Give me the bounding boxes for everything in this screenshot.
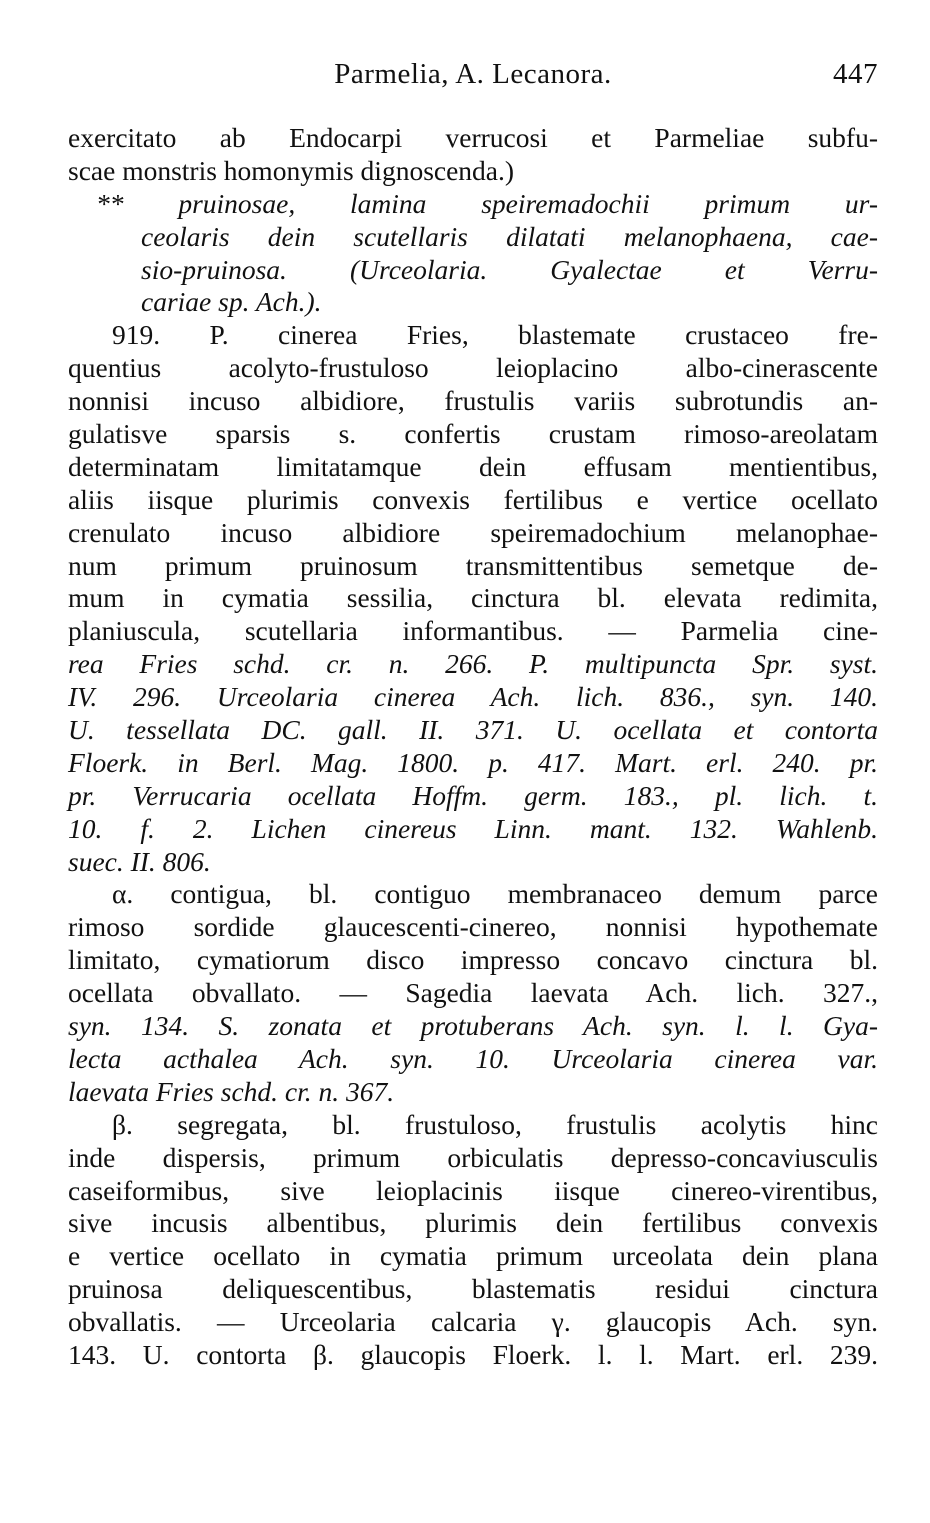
text-line: inde dispersis, primum orbiculatis depresso-concaviusculis (68, 1141, 878, 1173)
text-line: rimoso sordide glaucescenti-cinereo, nonnisi hypothemate (68, 911, 878, 943)
text-line: obvallatis. — Urceolaria calcaria γ. glaucopis Ach. syn. (68, 1306, 878, 1338)
text-line: planiuscula, scutellaria informantibus. — Parmelia cine- (68, 615, 878, 647)
text-line: aliis iisque plurimis convexis fertilibus e vertice ocellato (68, 483, 878, 515)
page-number: 447 (833, 58, 878, 90)
text-line: mum in cymatia sessilia, cinctura bl. elevata redimita, (68, 582, 878, 614)
text-line: limitato, cymatiorum disco impresso concavo cinctura bl. (68, 944, 878, 976)
text-line: U. tessellata DC. gall. II. 371. U. ocellata et contorta (68, 714, 878, 746)
text-line: ocellata obvallato. — Sagedia laevata Ach. lich. 327., (68, 977, 878, 1009)
text-line: ** pruinosae, lamina speiremadochii primum ur- (96, 187, 878, 219)
body-text (68, 122, 878, 1372)
running-head: Parmelia, A. Lecanora. (334, 58, 612, 90)
text-line: β. segregata, bl. frustuloso, frustulis acolytis hinc (112, 1108, 878, 1140)
text-line: laevata Fries schd. cr. n. 367. (68, 1075, 395, 1107)
text-line: pr. Verrucaria ocellata Hoffm. germ. 183., pl. lich. t. (68, 779, 878, 811)
text-line: 10. f. 2. Lichen cinereus Linn. mant. 132. Wahlenb. (68, 812, 878, 844)
text-line: lecta acthalea Ach. syn. 10. Urceolaria cinerea var. (68, 1042, 878, 1074)
text-line: sio-pruinosa. (Urceolaria. Gyalectae et Verru- (141, 253, 878, 285)
text-line: suec. II. 806. (68, 845, 211, 877)
text-line: num primum pruinosum transmittentibus semetque de- (68, 549, 878, 581)
text-line: quentius acolyto-frustuloso leioplacino albo-cinerascente (68, 352, 878, 384)
text-line: gulatisve sparsis s. confertis crustam rimoso-areolatam (68, 418, 878, 450)
text-line: exercitato ab Endocarpi verrucosi et Parmeliae subfu- (68, 122, 878, 153)
text-line: crenulato incuso albidiore speiremadochium melanophae- (68, 516, 878, 548)
text-line: caseiformibus, sive leioplacinis iisque cinereo-virentibus, (68, 1174, 878, 1206)
text-line: scae monstris homonymis dignoscenda.) (68, 154, 515, 186)
text-line: α. contigua, bl. contiguo membranaceo demum parce (112, 878, 878, 910)
text-line: pruinosa deliquescentibus, blastematis residui cinctura (68, 1273, 878, 1305)
text-line: syn. 134. S. zonata et protuberans Ach. syn. l. l. Gya- (68, 1010, 878, 1042)
text-line: IV. 296. Urceolaria cinerea Ach. lich. 836., syn. 140. (68, 681, 878, 713)
text-line: rea Fries schd. cr. n. 266. P. multipuncta Spr. syst. (68, 648, 878, 680)
text-line: e vertice ocellato in cymatia primum urceolata dein plana (68, 1240, 878, 1272)
text-line: cariae sp. Ach.). (141, 286, 322, 318)
text-line: Floerk. in Berl. Mag. 1800. p. 417. Mart. erl. 240. pr. (68, 746, 878, 778)
text-line: sive incusis albentibus, plurimis dein fertilibus convexis (68, 1207, 878, 1239)
text-line: determinatam limitatamque dein effusam mentientibus, (68, 450, 878, 482)
text-line: nonnisi incuso albidiore, frustulis variis subrotundis an- (68, 385, 878, 417)
text-line: ceolaris dein scutellaris dilatati melanophaena, cae- (141, 220, 878, 252)
text-line: 919. P. cinerea Fries, blastemate crustaceo fre- (112, 319, 878, 351)
text-line: 143. U. contorta β. glaucopis Floerk. l. l. Mart. erl. 239. (68, 1338, 878, 1370)
page-header (68, 58, 878, 98)
